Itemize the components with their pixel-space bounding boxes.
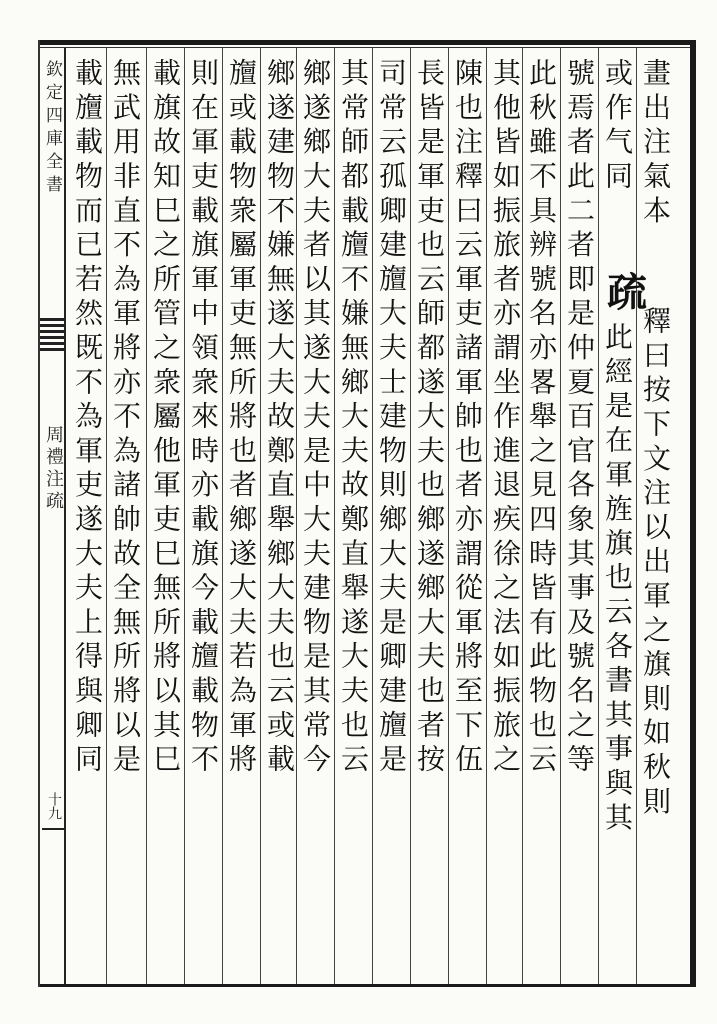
text-column-14: 載旗故知巳之所管之衆屬他軍吏巳無所將以其巳 xyxy=(149,58,182,779)
book-title: 周禮注疏 xyxy=(43,425,64,513)
frame-top-border xyxy=(38,40,696,45)
column-rule xyxy=(560,48,561,984)
text-column-9: 其常師都載旜不嫌無鄉大夫故鄭直舉遂大夫也云 xyxy=(337,58,370,779)
column-rule xyxy=(260,48,261,984)
text-column-1: 畫出注氣本 xyxy=(639,58,672,230)
text-column-13: 則在軍吏載旗軍中領衆來時亦載旗今載旜載物不 xyxy=(187,58,220,779)
column-rule xyxy=(334,48,335,984)
column-rule xyxy=(222,48,223,984)
text-column-8: 司常云孤卿建旜大夫士建物則鄉大夫是卿建旜是 xyxy=(375,58,408,779)
text-column-16: 載旜載物而已若然既不為軍吏遂大夫上得與卿同 xyxy=(71,58,104,779)
text-column-2: 或作气同 xyxy=(601,58,634,196)
text-column-2b: 此經是在軍旌旗也云各書其事與其 xyxy=(601,322,634,837)
shu-commentary-marker: 疏 xyxy=(607,269,647,316)
column-rule xyxy=(636,48,637,984)
page-number-rule xyxy=(42,828,64,830)
column-rule xyxy=(296,48,297,984)
fish-tail-mark xyxy=(40,318,64,352)
column-rule xyxy=(522,48,523,984)
text-column-3: 號焉者此二者即是仲夏百官各象其事及號名之等 xyxy=(563,58,596,779)
frame-bottom-border xyxy=(38,984,696,987)
column-rule xyxy=(410,48,411,984)
text-column-15: 無武用非直不為軍將亦不為諸帥故全無所將以是 xyxy=(109,58,142,779)
page-number: 十九 xyxy=(46,792,62,820)
column-rule xyxy=(372,48,373,984)
text-column-6: 陳也注釋曰云軍吏諸軍帥也者亦謂從軍將至下伍 xyxy=(451,58,484,779)
column-rule xyxy=(598,48,599,984)
text-column-11: 鄉遂建物不嫌無遂大夫故鄭直舉鄉大夫也云或載 xyxy=(263,58,296,779)
text-column-7: 長皆是軍吏也云師都遂大夫也鄉遂鄉大夫也者按 xyxy=(413,58,446,779)
text-column-5: 其他皆如振旅者亦謂坐作進退疾徐之法如振旅之 xyxy=(489,58,522,779)
text-column-10: 鄉遂鄉大夫者以其遂大夫是中大夫建物是其常今 xyxy=(299,58,332,779)
column-rule xyxy=(106,48,107,984)
collection-title: 欽定四庫全書 xyxy=(42,60,62,198)
column-rule xyxy=(486,48,487,984)
column-rule xyxy=(146,48,147,984)
frame-right-border xyxy=(690,40,696,987)
column-rule xyxy=(448,48,449,984)
column-rule xyxy=(184,48,185,984)
text-column-12: 旜或載物衆屬軍吏無所將也者鄉遂大夫若為軍將 xyxy=(225,58,258,779)
text-column-1b: 釋曰按下文注以出軍之旗則如秋則 xyxy=(639,306,672,821)
text-column-4: 此秋雖不具辨號名亦畧舉之見四時皆有此物也云 xyxy=(525,58,558,779)
